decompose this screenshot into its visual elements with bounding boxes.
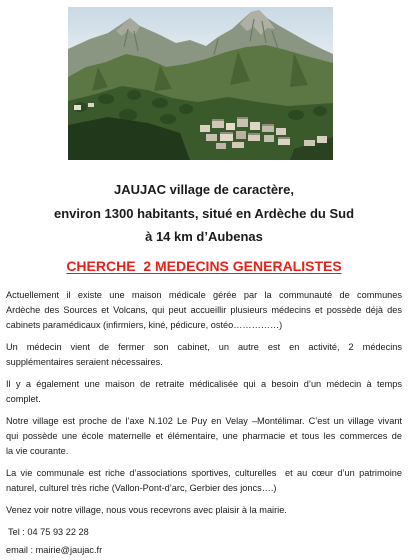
house <box>232 142 244 148</box>
paragraph-line: Notre village est proche de l’axe N.102 Le Puy en Velay –Montélimar. C’est un village vivant <box>6 416 402 426</box>
house <box>250 122 260 130</box>
paragraph-line: naturel, culturel très riche (Vallon-Pont-d’arc, Gerbier des joncs….) <box>6 483 277 493</box>
house <box>248 134 260 141</box>
roof <box>278 137 290 139</box>
house <box>88 103 94 107</box>
intro-title <box>0 178 408 249</box>
house <box>317 136 327 143</box>
house <box>200 125 210 132</box>
roof <box>220 132 233 134</box>
paragraph-invitation <box>6 503 402 518</box>
tree <box>152 98 168 108</box>
paragraph-line: Actuellement il existe une maison médicale gérée par la communauté de communes <box>6 290 402 300</box>
title-line: environ 1300 habitants, situé en Ardèche du Sud <box>53 205 355 221</box>
tree <box>98 94 114 104</box>
house <box>216 143 226 149</box>
house <box>237 118 248 127</box>
house <box>262 125 274 132</box>
paragraph-line: cabinets paramédicaux (infirmiers, kiné, pédicure, ostéo……………) <box>6 320 283 330</box>
paragraph-line: Venez voir notre village, nous vous recevrons avec plaisir à la mairie. <box>6 505 287 515</box>
title-line: JAUJAC village de caractère, <box>114 182 294 197</box>
house <box>276 128 286 135</box>
roof <box>212 119 224 121</box>
house <box>264 135 274 142</box>
house <box>74 105 81 110</box>
paragraph-doctors-needed <box>6 340 402 370</box>
body-text <box>6 288 402 558</box>
paragraph-line: Il y a également une maison de retraite médicalisée qui a besoin d’un médecin à temps <box>6 379 402 389</box>
paragraph-line: La vie communale est riche d’associations sportives, culturelles et au cœur d’un patrimoine <box>6 468 402 478</box>
tree <box>179 104 193 114</box>
village-photo <box>68 7 333 160</box>
roof <box>237 117 248 119</box>
house <box>304 140 315 146</box>
tree <box>313 106 327 116</box>
paragraph-community-life <box>6 466 402 496</box>
tree <box>160 114 176 124</box>
headline: CHERCHE 2 MEDECINS GENERALISTES <box>66 258 342 274</box>
paragraph-line: qui possède une école maternelle et élémentaire, une pharmacie et tous les commerces de <box>6 431 402 441</box>
house <box>212 120 224 128</box>
house <box>206 134 217 141</box>
tree <box>127 90 141 100</box>
paragraph-line: complet. <box>6 394 41 404</box>
email-address: email : mairie@jaujac.fr <box>6 545 103 555</box>
title-line: à 14 km d’Aubenas <box>145 229 263 244</box>
paragraph-village-location <box>6 414 402 459</box>
house <box>236 131 246 139</box>
paragraph-line: la vie courante. <box>6 446 69 456</box>
roof <box>262 124 274 126</box>
phone-number: Tel : 04 75 93 22 28 <box>8 527 89 537</box>
house <box>226 123 235 130</box>
paragraph-medical-house <box>6 288 402 333</box>
paragraph-line: Ardèche des Sources et Volcans, qui peut accueillir plusieurs médecins et possède déjà des <box>6 305 402 315</box>
paragraph-line: Un médecin vient de fermer son cabinet, un autre est en activité, 2 médecins <box>6 342 402 352</box>
tree <box>288 110 304 120</box>
house <box>220 133 233 141</box>
house <box>278 138 290 145</box>
paragraph-retirement-home <box>6 377 402 407</box>
roof <box>248 133 260 135</box>
paragraph-line: supplémentaires seraient nécessaires. <box>6 357 163 367</box>
